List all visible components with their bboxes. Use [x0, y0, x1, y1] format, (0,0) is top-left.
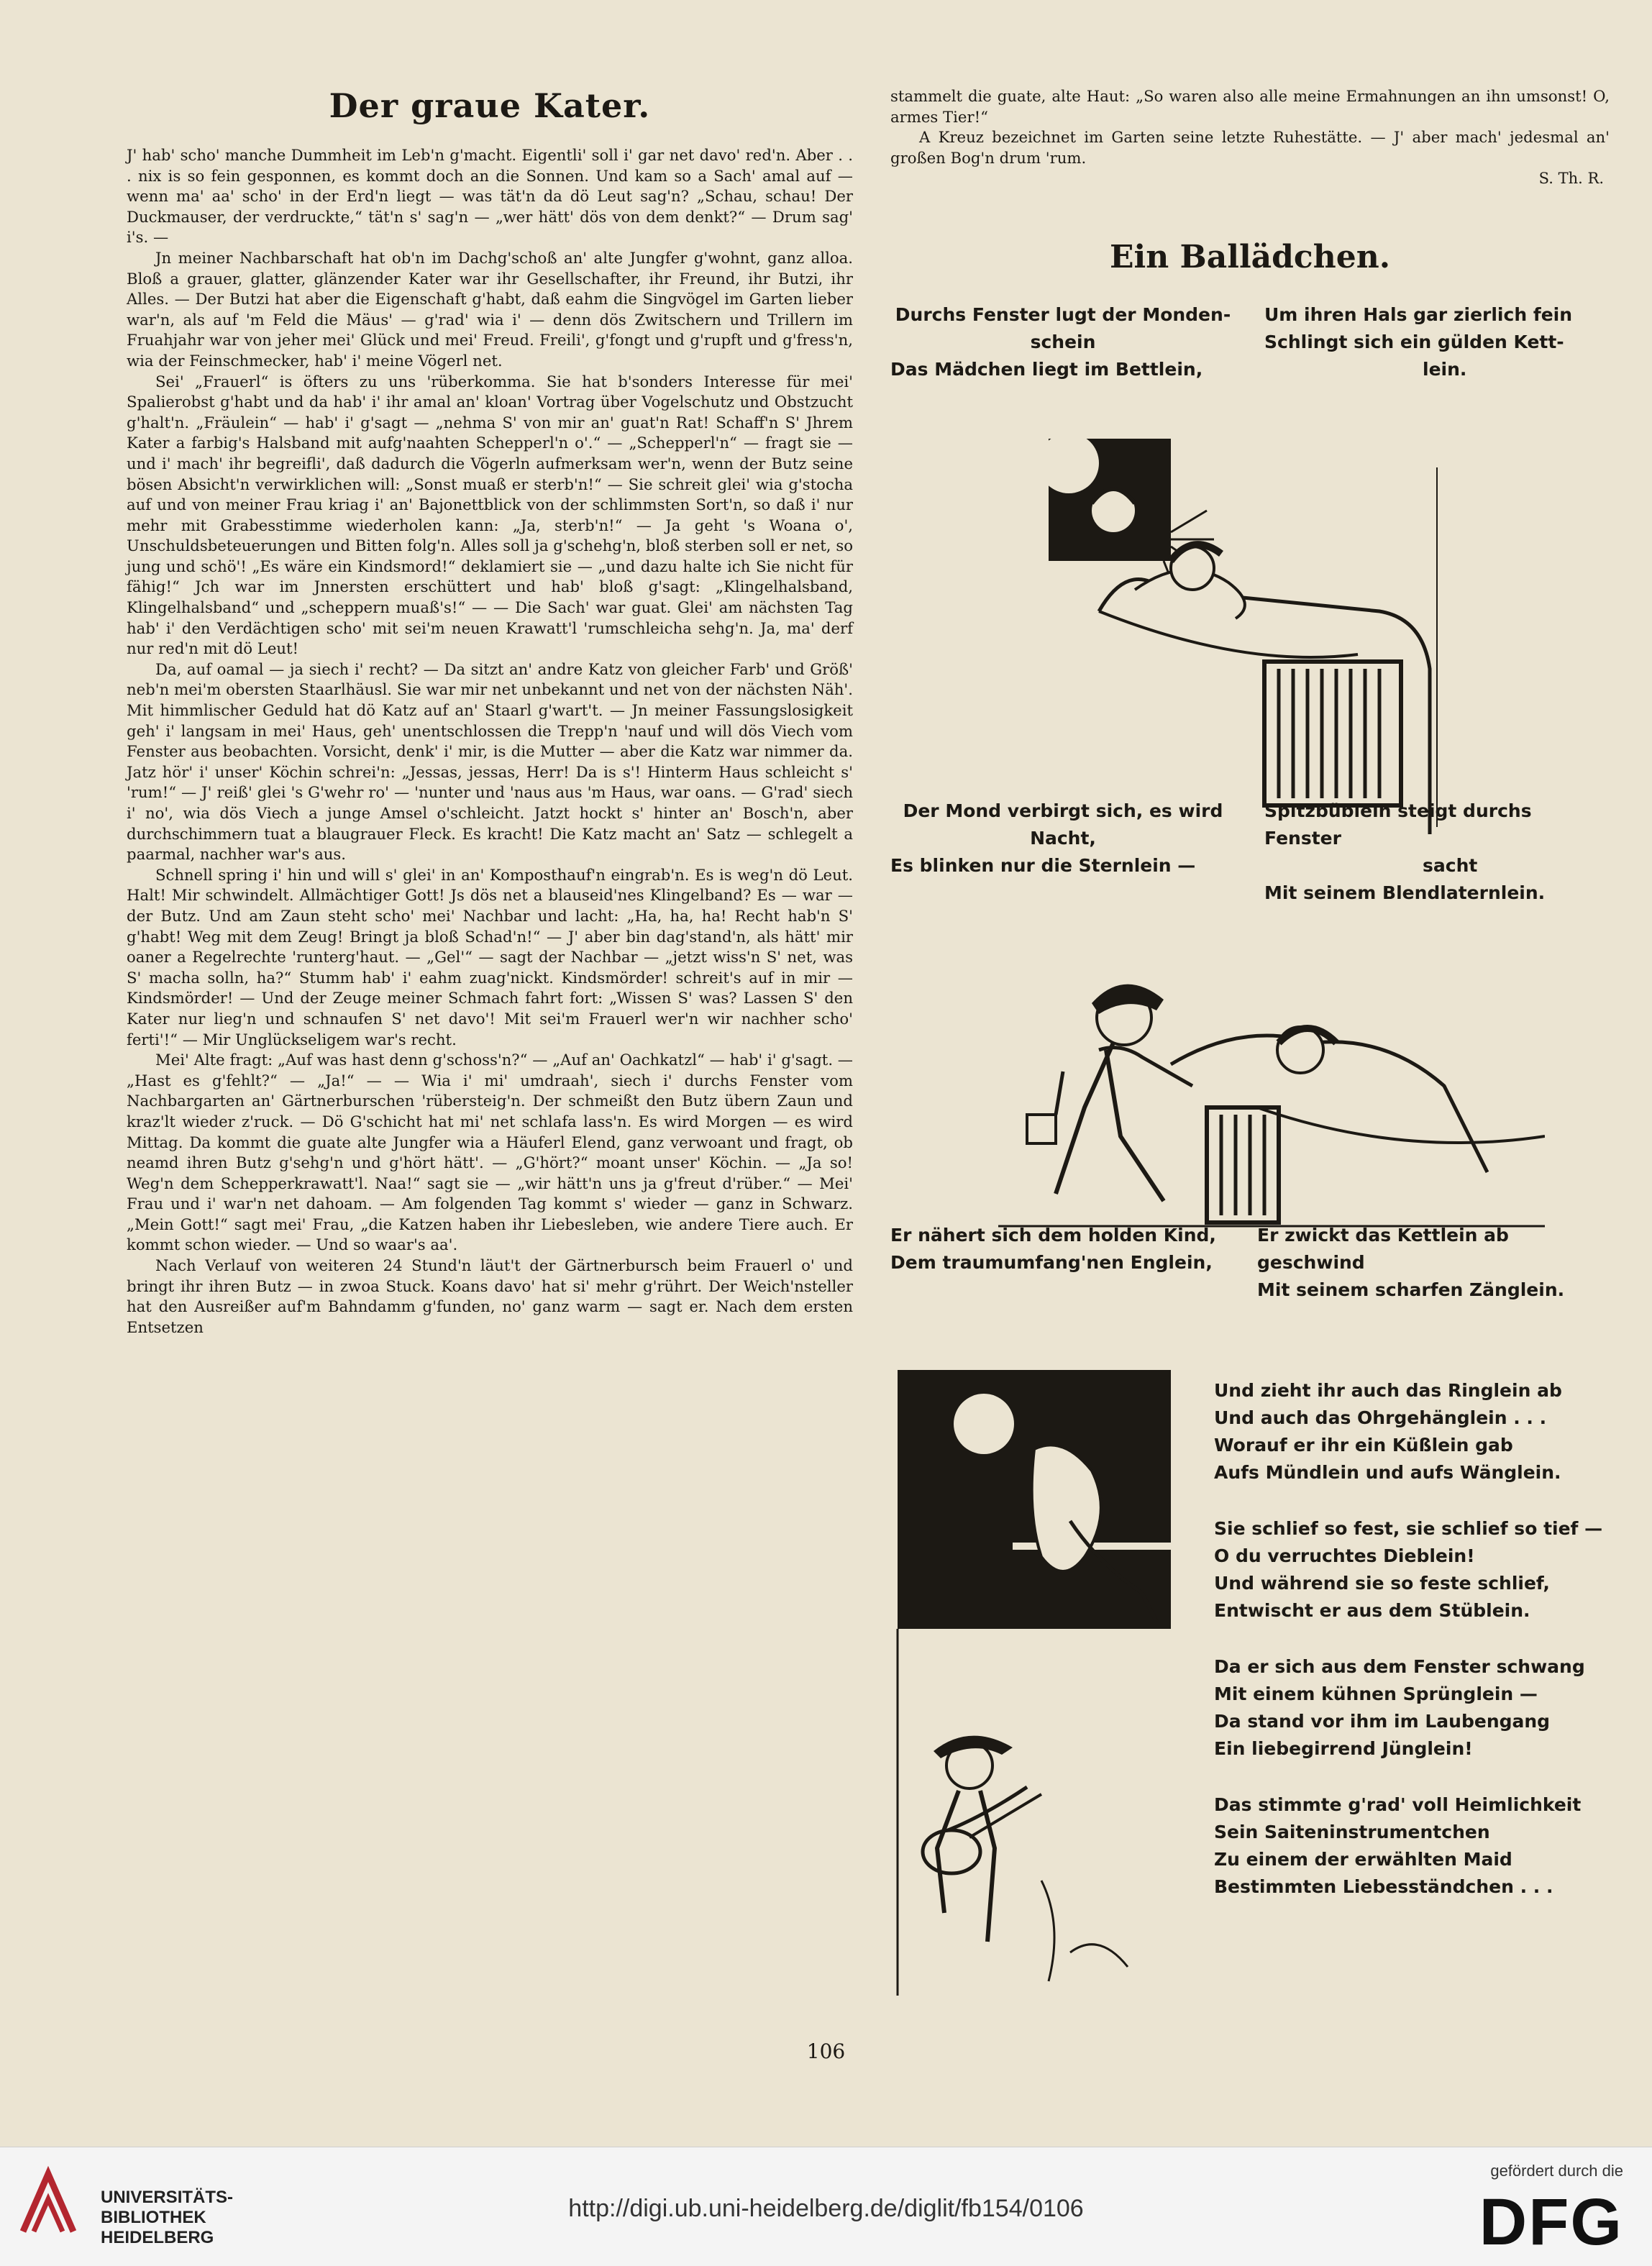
verse-left: Er nähert sich dem holden Kind, Dem traumumfang'nen Englein, — [890, 1225, 1216, 1274]
article-paragraph: Schnell spring i' hin und will s' glei' in an' Komposthauf'n eingrab'n. Es is weg'n dö Leut. Halt! Mir schwindelt. Allmächtiger Gott! Js dös net a blauseid'nes Klingelband? Es — war — der Butz. Und am Zaun steht scho' mei' Nachbar und lacht: „Ha, ha, ha! Recht hab'n S' g'habt! Weg mit dem Zeug! Bringt ja bloß Schad'n!“ — J' aber bin dag'stand'n, als hätt' mir oaner a Regelrechte 'runterg'haut. — „Gel'“ — sagt der Nachbar — „jetzt wiss'n S' net, was S' macha solln, ha?“ Stumm hab' i' eahm zuag'nickt. Kindsmörder! schreit's auf in mir — Kindsmörder! — Und der Zeuge meiner Schmach fahrt fort: „Wissen S' was? Lassen S' den Kater nur lieg'n und schnaufen S' net davo'! Mit sei'm Frauerl wer'n wir nachher scho' ferti'!“ — Mir Unglückseligem war's recht. — [127, 865, 853, 1049]
funding-note: gefördert durch die — [1490, 2162, 1623, 2180]
page-number: 106 — [806, 2039, 846, 2063]
late-stanzas — [1214, 1377, 1617, 1901]
article-paragraph: stammelt die guate, alte Haut: „So waren also alle meine Ermahnungen an ihn umsonst! O, armes Tier!“ — [890, 87, 1610, 126]
verse-left: Durchs Fenster lugt der Monden- schein Das Mädchen liegt im Bettlein, — [890, 304, 1231, 380]
dfg-logo[interactable]: DFG — [1479, 2185, 1623, 2259]
serenade-illustration — [890, 1363, 1207, 2010]
right-column — [890, 86, 1610, 1897]
article-paragraph: J' hab' scho' manche Dummheit im Leb'n g'macht. Eigentli' soll i' gar net davo' red'n. Aber . . . nix is so fein gesponnen, es kommt doch an die Sonnen. Und kam so a Sach' amal auf — wenn ma' aa' scho' in der Erd'n liegt — was tät'n da dö Leut sag'n? „Schau, schau! Der Duckmauser, der verdruckte,“ tät'n s' sag'n — „wer hätt' dös von dem denkt?“ — Drum sag' i's. — — [127, 146, 853, 247]
article-paragraph: Jn meiner Nachbarschaft hat ob'n im Dachg'schoß an' alte Jungfer g'wohnt, ganz alloa. Bloß a grauer, glatter, glänzender Kater war ihr Gesellschafter, ihr Freund, ihr Butzi, ihr Alles. — Der Butzi hat aber die Eigenschaft g'habt, daß eahm die Singvögel im Garten lieber war'n, als auf 'm Feld die Mäus' — g'rad' wia i' — denn dös Zwitschern und Trillern im Fruahjahr war von jeher mei' Glück und mei' Freud. Freili', g'fongt und g'rupft und g'fress'n, wia der Feinschmecker, hab' i' meine Vögerl net. — [127, 248, 853, 370]
thief-bed-illustration — [998, 942, 1545, 1230]
verse-right: Spitzbüblein steigt durchs Fenster sacht Mit seinem Blendlaternlein. — [1264, 800, 1546, 904]
library-name: UNIVERSITÄTS- BIBLIOTHEK HEIDELBERG — [101, 2188, 234, 2247]
verse-right: Er zwickt das Kettlein ab geschwind Mit seinem scharfen Zänglein. — [1257, 1225, 1565, 1301]
lantern-icon — [1027, 1115, 1056, 1143]
article-signature: S. Th. R. — [1538, 170, 1604, 188]
stanza-row — [890, 1222, 1610, 1301]
moon-icon — [1039, 433, 1099, 493]
stanza: Das stimmte g'rad' voll Heimlichkeit Sein Saiteninstrumentchen Zu einem der erwählten Maid Bestimmten Liebesständchen . . . — [1214, 1794, 1582, 1897]
stanza-row — [890, 301, 1610, 395]
ballad-title: Ein Ballädchen. — [1109, 239, 1391, 276]
article-column — [127, 86, 853, 1338]
moon-icon — [954, 1394, 1014, 1454]
article-paragraph: A Kreuz bezeichnet im Garten seine letzte Ruhestätte. — J' aber mach' jedesmal an' großen Bog'n drum 'rum. — [890, 128, 1610, 167]
article-paragraph: Mei' Alte fragt: „Auf was hast denn g'schoss'n?“ — „Auf an' Oachkatzl“ — hab' i' g'sagt. — „Hast es g'fehlt?“ — „Ja!“ — — Wia i' mi' umdraah', siech i' durchs Fenster vom Nachbargarten an' Gärtnerburschen 'rübersteig'n. Der schmeißt den Butz übern Zaun und kraz'lt wieder z'ruck. — Dö G'schicht hat mi' net schlafa lass'n. Es wird Morgen — es wird Mittag. Da kommt die guate alte Jungfer wia a Häuferl Elend, ganz verwoant und fragt, ob neamd ihren Butz g'sehg'n und g'hört hätt'. — „G'hört?“ moant unser' Köchin. — „Ja so! Weg'n dem Schepperkrawatt'l. Naa!“ sagt sie — „wir hätt'n uns ja g'freut d'rüber.“ — Mei' Frau und i' war'n net dahoam. — Am folgenden Tag kommt s' wieder — ganz in Schwarz. „Mein Gott!“ sagt mei' Frau, „die Katzen haben ihr Liebesleben, wie andere Tiere auch. Er kommt schon wieder. — Und so waar's aa'. — [127, 1051, 853, 1254]
verse-left: Der Mond verbirgt sich, es wird Nacht, Es blinken nur die Sternlein — — [890, 800, 1223, 877]
stanza-row — [890, 798, 1610, 904]
article-title: Der graue Kater. — [329, 86, 651, 125]
article-paragraph: Da, auf oamal — ja siech i' recht? — Da sitzt an' andre Katz von gleicher Farb' und Größ' neb'n mei'm obersten Staarlhäusl. Sie war mir net unbekannt und net von der nächsten Näh'. Mit himmlischer Geduld hat dö Katz auf an' Staarl g'wart't. — Jn meiner Fassungslosigkeit geh' i' langsam in mei' Haus, geh' unentschlossen die Trepp'n 'nauf und will dös Viech vom Fenster aus beobachten. Vorsicht, denk' i' mir, is die Mutter — aber die Katz war nimmer da. Jatz hör' i' unser' Köchin schrei'n: „Jessas, jessas, Herr! Da is s'! Hinterm Haus schleicht s' 'rum!“ — J' reiß' glei 's G'wehr ro' — 'nunter und 'naus aus 'm Haus, war oans. — G'rad' siech i' no', wia dös Viech a junge Amsel o'schleicht. Jatzt hockt s' hinter an' Bosch'n, aber durchschimmern tuat a blaugrauer Fleck. Es kracht! Die Katz macht an' Satz — schlegelt a paarmal, nachher war's aus. — [127, 659, 853, 864]
moon-window-illustration — [1034, 424, 1466, 834]
viewer-footer — [0, 2147, 1652, 2266]
article-paragraph: Nach Verlauf von weiteren 24 Stund'n läut't der Gärtnerbursch beim Frauerl o' und bringt ihr ihren Butz — in zwoa Stuck. Koans davo' hat si' mehr g'rührt. Der Weich'nsteller hat den Ausreißer auf'm Bahndamm g'funden, no' ganz warm — sagt er. Nach dem ersten Entsetzen — [127, 1256, 853, 1336]
verse-right: Um ihren Hals gar zierlich fein Schlingt sich ein gülden Kett- lein. — [1264, 304, 1573, 380]
permalink-url[interactable]: http://digi.ub.uni-heidelberg.de/diglit/fb154/0106 — [568, 2195, 1084, 2222]
stanza: Da er sich aus dem Fenster schwang Mit einem kühnen Sprünglein — Da stand vor ihm im Laubengang Ein liebegirrend Jünglein! — [1214, 1656, 1585, 1759]
article-paragraph: Sei' „Frauerl“ is öfters zu uns 'rüberkomma. Sie hat b'sonders Interesse für mei' Spalierobst g'habt und da hab' i' ihr amal an' kloan' Vortrag über Vogelschutz und Obstzucht g'halt'n. „Fräulein“ — hab' i' g'sagt — „nehma S' von mir an' guat'n Rat! Schaff'n S' Jhrem Kater a farbig's Halsband mit aufg'naahten Schepperl'n o'.“ — „Schepperl'n“ — fragt sie — und i' mach' ihr begreifli', daß dadurch die Vögerln aufmerksam wer'n, wenn der Butz seine bösen Absicht'n verwirklichen will: „Sonst muaß er sterb'n!“ — Sie schreit glei' wia g'stocha auf und von meiner Frau kriag i' an' Bajonettblick von der schlimmsten Sort'n, so daß i' nur mehr mit Grabesstimme wiederholen kann: „Ja, sterb'n!“ — Ja geht 's Woana o', Unschuldsbeteuerungen und Bitten folg'n. Alles soll ja g'schehg'n, bloß sterben soll er net, so jung und schö'! „Es wäre ein Kindsmord!“ deklamiert sie — „und dazu halte ich Sie nicht für fähig!“ Jch war im Jnnersten erschüttert und hab' bloß g'sagt: „Klingelhalsband, Klingelhalsband“ und „scheppern muaß's!“ — — Die Sach' war guat. Glei' am nächsten Tag hab' i' den Verdächtigen scho' mit sei'm neuen Krawatt'l 'rumschleicha sehg'n. Ja, ma' derf nur red'n mit dö Leut! — [127, 372, 853, 658]
stanza: Und zieht ihr auch das Ringlein ab Und auch das Ohrgehänglein . . . Worauf er ihr ein Küßlein gab Aufs Mündlein und aufs Wänglein. — [1214, 1380, 1562, 1483]
stanza: Sie schlief so fest, sie schlief so tief — O du verruchtes Dieblein! Und während sie so feste schlief, Entwischt er aus dem Stüblein. — [1214, 1518, 1603, 1621]
